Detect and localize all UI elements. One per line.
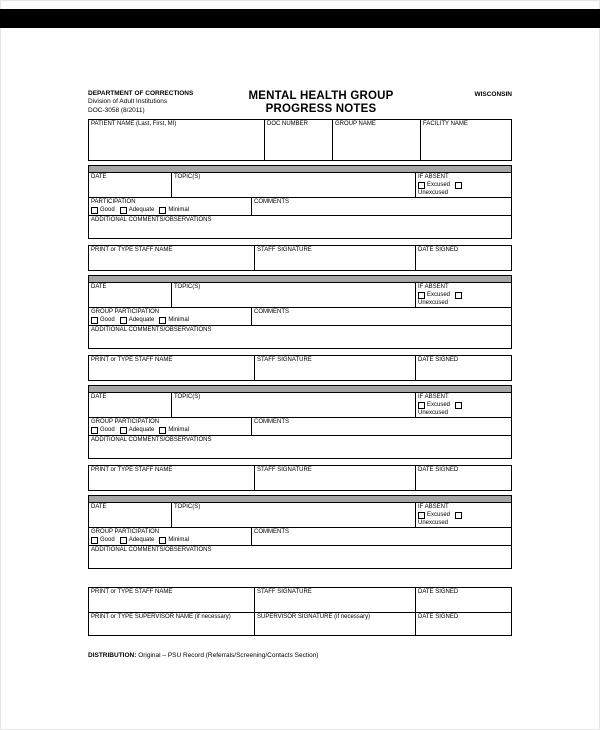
good-checkbox[interactable] (91, 317, 98, 324)
minimal-label: Minimal (168, 317, 190, 324)
group-name-field[interactable] (332, 120, 420, 160)
patient-name-field[interactable] (89, 120, 264, 160)
date-topic-row (88, 173, 512, 198)
supervisor-signature-row (88, 613, 512, 636)
distribution-label: DISTRIBUTION: (88, 652, 137, 660)
section-separator-bar (88, 495, 512, 503)
participation-label: GROUP PARTICIPATION (91, 309, 160, 316)
adequate-checkbox[interactable] (120, 317, 127, 324)
staff-name-field[interactable] (89, 588, 254, 612)
participation-label: GROUP PARTICIPATION (91, 419, 160, 426)
comments-label: COMMENTS (254, 309, 289, 316)
comments-label: COMMENTS (254, 419, 289, 426)
unexcused-line (416, 299, 511, 307)
good-checkbox[interactable] (91, 207, 98, 214)
state-name: WISCONSIN (474, 91, 512, 98)
staff-name-field[interactable] (89, 246, 254, 270)
staff-signature-label: STAFF SIGNATURE (257, 247, 312, 254)
date-signed-label: DATE SIGNED (418, 614, 459, 621)
minimal-label: Minimal (168, 207, 190, 214)
adequate-checkbox[interactable] (120, 207, 127, 214)
topics-label: TOPIC(S) (174, 394, 201, 401)
topics-field[interactable] (171, 173, 415, 197)
additional-comments-row (88, 216, 512, 239)
minimal-checkbox[interactable] (159, 427, 166, 434)
participation-row (88, 308, 512, 326)
date-signed-label: DATE SIGNED (418, 589, 459, 596)
form-title-line2: PROGRESS NOTES (265, 103, 377, 116)
staff-name-label: PRINT or TYPE STAFF NAME (91, 467, 173, 474)
date-label: DATE (91, 174, 107, 181)
minimal-label: Minimal (168, 427, 190, 434)
form-title-line1: MENTAL HEALTH GROUP (248, 90, 394, 102)
date-topic-row (88, 503, 512, 528)
if-absent-cell (415, 503, 511, 527)
excused-line (416, 401, 511, 409)
comments-field[interactable] (251, 198, 511, 215)
top-black-bar (0, 9, 600, 28)
topics-field[interactable] (171, 283, 415, 307)
date-signed-label: DATE SIGNED (418, 467, 459, 474)
date-signed-field[interactable] (415, 466, 511, 490)
date-field[interactable] (89, 503, 171, 527)
unexcused-line (416, 519, 511, 527)
topics-field[interactable] (171, 393, 415, 417)
adequate-label: Adequate (128, 207, 155, 214)
participation-cell (89, 528, 251, 545)
unexcused-checkbox[interactable] (455, 182, 462, 189)
facility-name-field[interactable] (420, 120, 511, 160)
note-entry-4 (88, 495, 512, 636)
excused-checkbox[interactable] (418, 402, 425, 409)
staff-signature-row (88, 355, 512, 381)
date-field[interactable] (89, 393, 171, 417)
adequate-label: Adequate (128, 317, 155, 324)
if-absent-label: IF ABSENT (418, 504, 449, 511)
good-checkbox[interactable] (91, 427, 98, 434)
comments-field[interactable] (251, 308, 511, 325)
participation-cell (89, 418, 251, 435)
additional-comments-field[interactable] (89, 546, 511, 568)
section-separator-bar (88, 275, 512, 283)
participation-row (88, 528, 512, 546)
patient-info-row (88, 119, 512, 161)
group-name-label: GROUP NAME (335, 121, 376, 128)
good-label: Good (100, 537, 115, 544)
distribution-text: Original – PSU Record (Referrals/Screening/Contacts Section) (138, 652, 319, 660)
participation-options (89, 536, 251, 544)
participation-row (88, 198, 512, 216)
good-label: Good (100, 427, 115, 434)
facility-name-label: FACILITY NAME (423, 121, 468, 128)
date-signed-field[interactable] (415, 613, 511, 635)
comments-field[interactable] (251, 528, 511, 545)
note-entry-2 (88, 275, 512, 381)
form-header (88, 90, 512, 116)
spacer (88, 569, 512, 587)
supervisor-signature-field[interactable] (254, 613, 415, 635)
excused-checkbox[interactable] (418, 292, 425, 299)
excused-label: Excused (427, 292, 451, 299)
staff-name-field[interactable] (89, 356, 254, 380)
topics-label: TOPIC(S) (174, 174, 201, 181)
if-absent-label: IF ABSENT (418, 284, 449, 291)
staff-name-field[interactable] (89, 466, 254, 490)
if-absent-cell (415, 173, 511, 197)
participation-options (89, 206, 251, 214)
agency-block (88, 90, 220, 115)
participation-label: PARTICIPATION (91, 199, 136, 206)
unexcused-line (416, 409, 511, 417)
section-separator-bar (88, 165, 512, 173)
participation-label: GROUP PARTICIPATION (91, 529, 160, 536)
participation-cell (89, 308, 251, 325)
adequate-label: Adequate (128, 427, 155, 434)
staff-signature-label: STAFF SIGNATURE (257, 589, 312, 596)
topics-field[interactable] (171, 503, 415, 527)
supervisor-name-label: PRINT or TYPE SUPERVISOR NAME (if necessary) (91, 614, 231, 621)
good-label: Good (100, 207, 115, 214)
staff-name-label: PRINT or TYPE STAFF NAME (91, 247, 173, 254)
topics-label: TOPIC(S) (174, 504, 201, 511)
additional-comments-field[interactable] (89, 436, 511, 458)
date-field[interactable] (89, 283, 171, 307)
participation-cell (89, 198, 251, 215)
date-signed-field[interactable] (415, 246, 511, 270)
excused-checkbox[interactable] (418, 182, 425, 189)
supervisor-name-field[interactable] (89, 613, 254, 635)
if-absent-label: IF ABSENT (418, 394, 449, 401)
date-signed-field[interactable] (415, 356, 511, 380)
unexcused-line (416, 189, 511, 197)
date-label: DATE (91, 394, 107, 401)
doc-number-field[interactable] (264, 120, 332, 160)
adequate-checkbox[interactable] (120, 427, 127, 434)
patient-name-label: PATIENT NAME (Last, First, MI) (91, 121, 177, 128)
doc-number-label: DOC NUMBER (267, 121, 309, 128)
excused-line (416, 511, 511, 519)
staff-signature-row (88, 465, 512, 491)
topics-label: TOPIC(S) (174, 284, 201, 291)
good-label: Good (100, 317, 115, 324)
unexcused-checkbox[interactable] (455, 402, 462, 409)
excused-label: Excused (427, 512, 451, 519)
staff-signature-field[interactable] (254, 356, 415, 380)
section-separator-bar (88, 385, 512, 393)
staff-signature-field[interactable] (254, 246, 415, 270)
additional-comments-label: ADDITIONAL COMMENTS/OBSERVATIONS (91, 217, 212, 224)
staff-signature-field[interactable] (254, 588, 415, 612)
note-entry-3 (88, 385, 512, 491)
staff-signature-row (88, 587, 512, 613)
additional-comments-row (88, 436, 512, 459)
minimal-checkbox[interactable] (159, 537, 166, 544)
unexcused-label: Unexcused (418, 300, 449, 307)
minimal-checkbox[interactable] (159, 207, 166, 214)
additional-comments-field[interactable] (89, 326, 511, 348)
unexcused-checkbox[interactable] (455, 292, 462, 299)
staff-name-label: PRINT or TYPE STAFF NAME (91, 357, 173, 364)
adequate-label: Adequate (128, 537, 155, 544)
staff-signature-field[interactable] (254, 466, 415, 490)
progress-notes-form (88, 90, 512, 661)
division-name: Division of Adult Institutions (88, 98, 168, 106)
participation-options (89, 426, 251, 434)
form-title (220, 90, 422, 116)
additional-comments-field[interactable] (89, 216, 511, 238)
date-label: DATE (91, 504, 107, 511)
date-topic-row (88, 393, 512, 418)
minimal-label: Minimal (168, 537, 190, 544)
additional-comments-row (88, 326, 512, 349)
staff-signature-label: STAFF SIGNATURE (257, 357, 312, 364)
date-topic-row (88, 283, 512, 308)
additional-comments-label: ADDITIONAL COMMENTS/OBSERVATIONS (91, 327, 212, 334)
unexcused-label: Unexcused (418, 520, 449, 527)
minimal-checkbox[interactable] (159, 317, 166, 324)
comments-field[interactable] (251, 418, 511, 435)
good-checkbox[interactable] (91, 537, 98, 544)
additional-comments-label: ADDITIONAL COMMENTS/OBSERVATIONS (91, 547, 212, 554)
staff-signature-label: STAFF SIGNATURE (257, 467, 312, 474)
excused-label: Excused (427, 402, 451, 409)
date-signed-field[interactable] (415, 588, 511, 612)
staff-name-label: PRINT or TYPE STAFF NAME (91, 589, 173, 596)
participation-row (88, 418, 512, 436)
if-absent-cell (415, 393, 511, 417)
additional-comments-label: ADDITIONAL COMMENTS/OBSERVATIONS (91, 437, 212, 444)
distribution-note (88, 652, 512, 660)
unexcused-label: Unexcused (418, 410, 449, 417)
date-label: DATE (91, 284, 107, 291)
adequate-checkbox[interactable] (120, 537, 127, 544)
excused-checkbox[interactable] (418, 512, 425, 519)
unexcused-checkbox[interactable] (455, 512, 462, 519)
excused-line (416, 181, 511, 189)
agency-name: DEPARTMENT OF CORRECTIONS (88, 90, 194, 97)
unexcused-label: Unexcused (418, 190, 449, 197)
staff-signature-row (88, 245, 512, 271)
additional-comments-row (88, 546, 512, 569)
if-absent-label: IF ABSENT (418, 174, 449, 181)
comments-label: COMMENTS (254, 199, 289, 206)
if-absent-cell (415, 283, 511, 307)
note-entry-1 (88, 165, 512, 271)
date-field[interactable] (89, 173, 171, 197)
participation-options (89, 316, 251, 324)
comments-label: COMMENTS (254, 529, 289, 536)
date-signed-label: DATE SIGNED (418, 247, 459, 254)
date-signed-label: DATE SIGNED (418, 357, 459, 364)
excused-line (416, 291, 511, 299)
supervisor-signature-label: SUPERVISOR SIGNATURE (if necessary) (257, 614, 371, 621)
form-number: DOC-3058 (8/2011) (88, 106, 145, 114)
excused-label: Excused (427, 182, 451, 189)
